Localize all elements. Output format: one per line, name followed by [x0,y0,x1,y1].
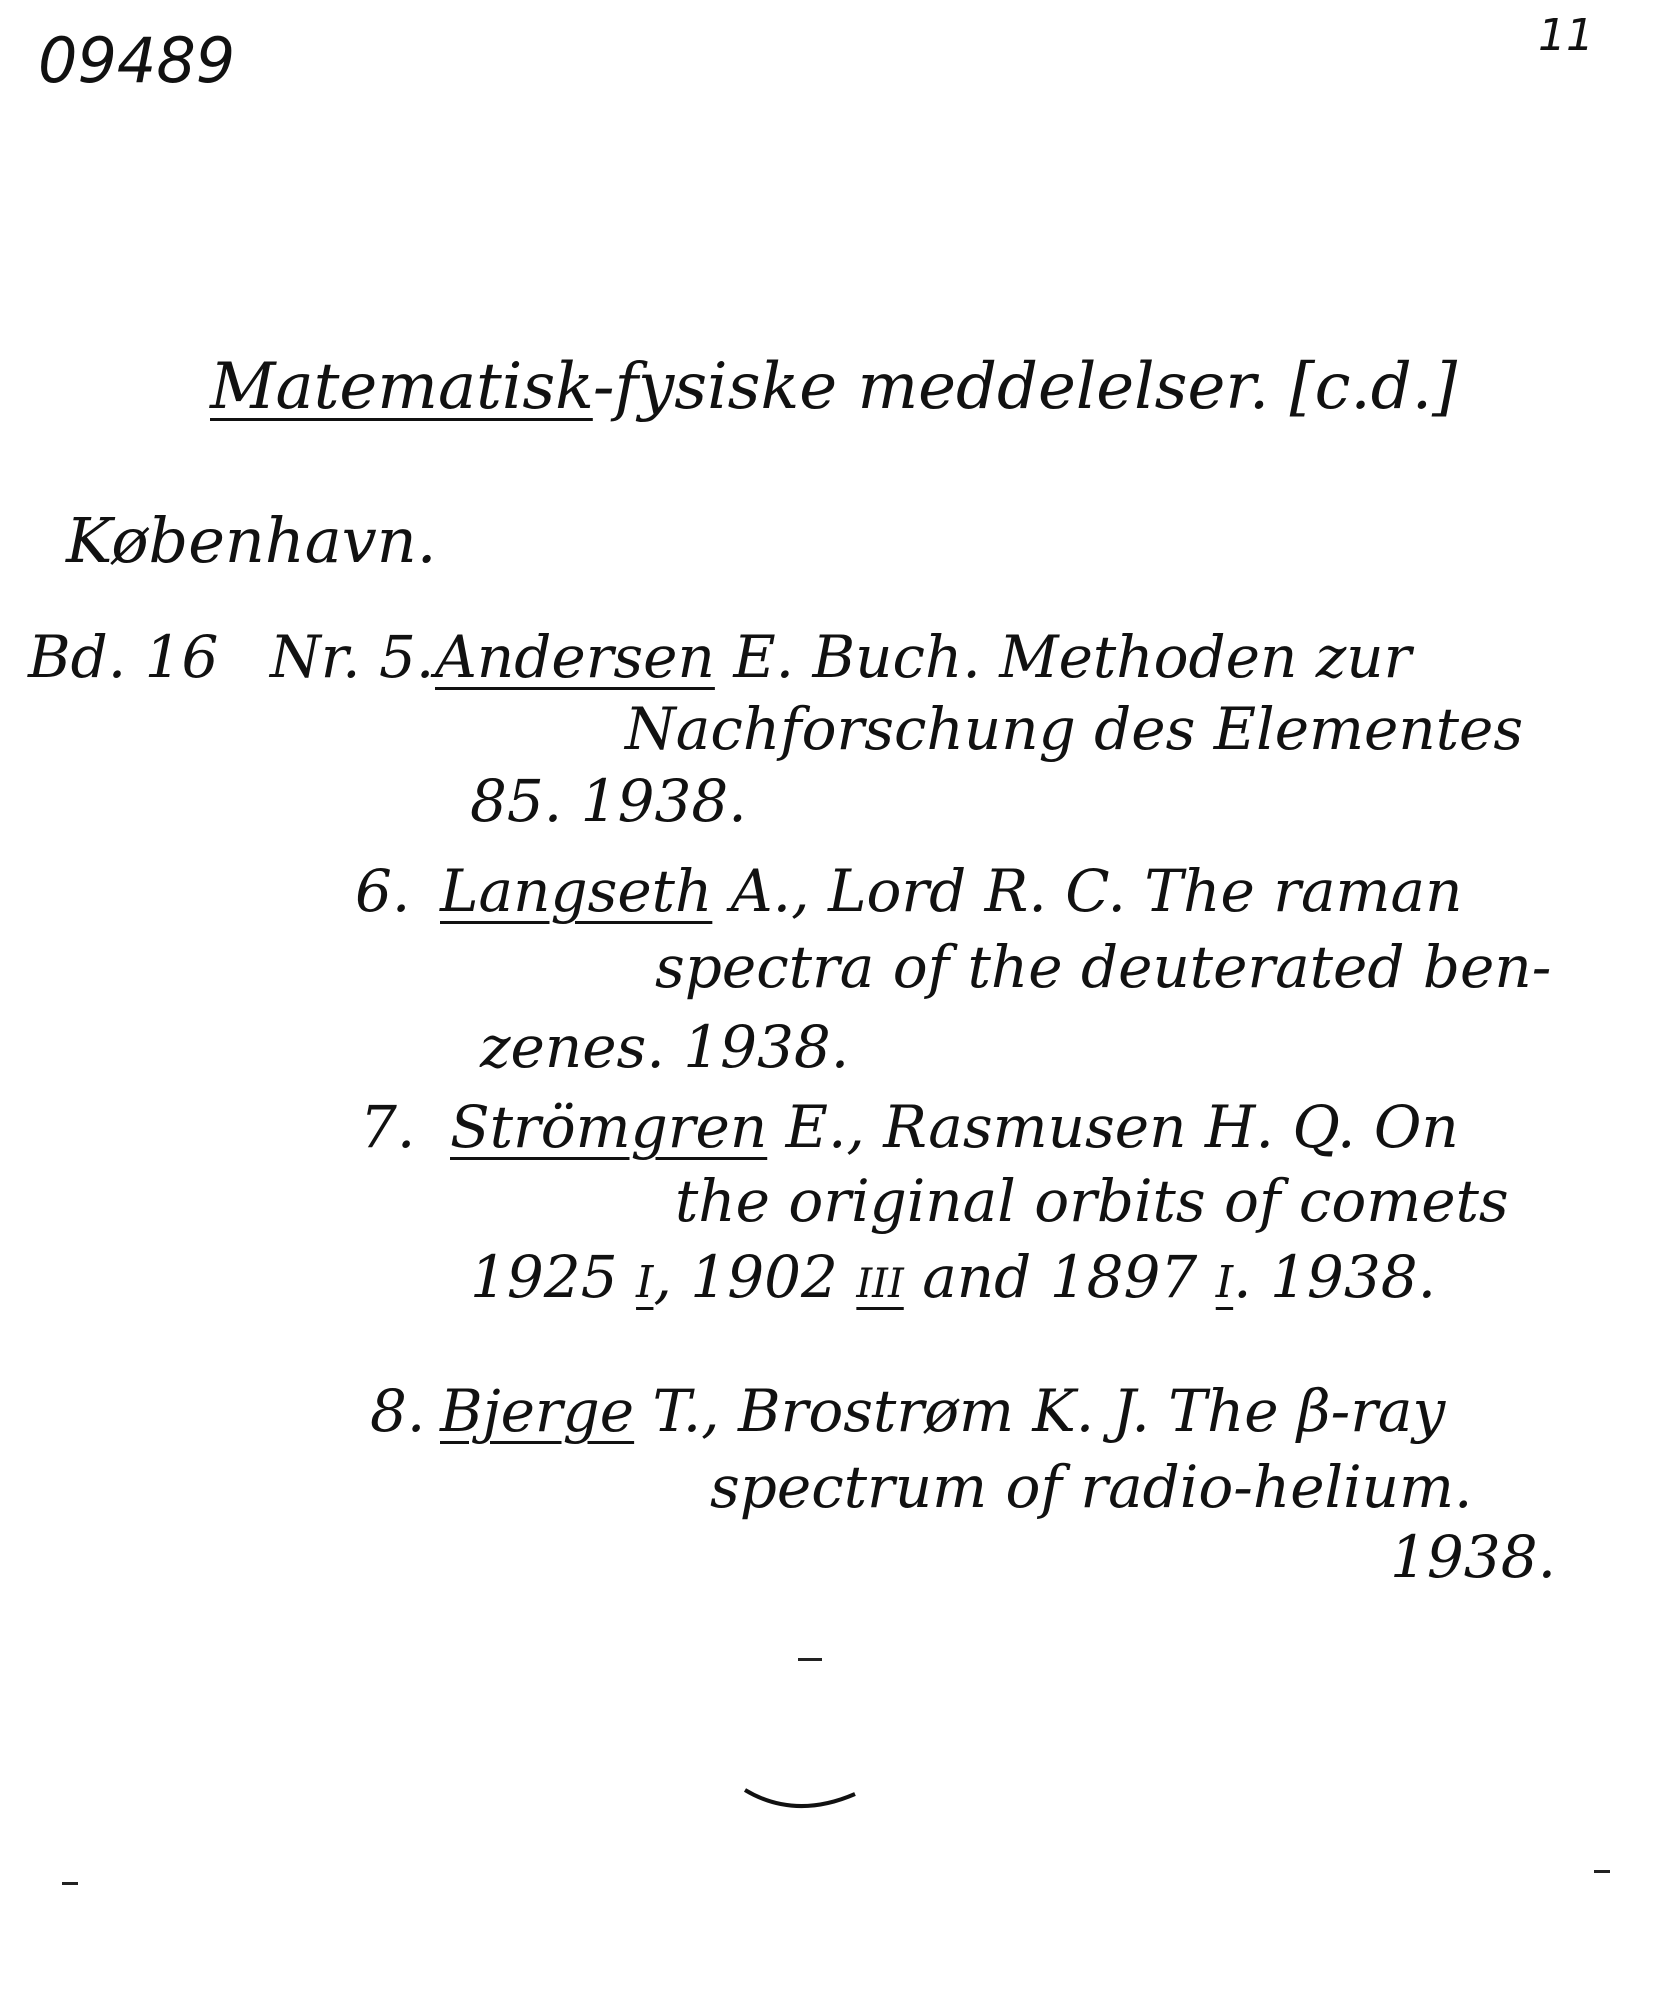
entry-text: T., Brostrøm K. J. The β-ray [652,1377,1446,1445]
entry-subscript: I [636,1257,654,1308]
entry-author: Langseth [440,857,713,925]
entry-volume: Bd. 16 [28,623,219,691]
title-bracket: [c.d.] [1289,350,1458,424]
entry-text: , 1902 [653,1243,857,1311]
entry-author: Andersen [435,623,715,691]
catalog-number: 09489 [38,24,236,97]
edge-tick-left [62,1882,78,1885]
binding-curve-mark [740,1780,860,1820]
entry-line-3: zenes. 1938. [480,1013,850,1081]
entry-line-2: spectra of the deuterated ben- [655,933,1552,1001]
entry-number: 7. [360,1093,416,1161]
entry-line-3 [470,1243,1437,1311]
entry-subscript: III [856,1261,904,1307]
entry-line-1 [440,857,1463,925]
entry-line-2: the original orbits of comets [675,1167,1509,1235]
scan-mark [798,1658,822,1661]
entry-author: Bjerge [440,1377,635,1445]
title-underlined: Matematisk [210,350,593,424]
page-number: 11 [1538,10,1594,61]
entry-line-3: 1938. [1390,1523,1557,1591]
entry-line-2: spectrum of radio-helium. [710,1453,1473,1521]
entry-number: 8. [370,1377,426,1445]
entry-line-1 [450,1093,1459,1161]
entry-line-1 [440,1377,1446,1445]
entry-number: 6. [355,857,411,925]
title-line [210,350,1458,424]
entry-line-3: 85. 1938. [470,767,747,835]
entry-text: E. Buch. Methoden zur [733,623,1412,691]
edge-tick-right [1594,1870,1610,1873]
entry-text: E., Rasmusen H. Q. On [785,1093,1459,1161]
entry-author: Strömgren [450,1093,768,1161]
entry-number: Nr. 5. [270,623,435,691]
entry-text: . 1938. [1233,1243,1437,1311]
entry-line-1 [435,623,1412,691]
place-line: København. [66,504,437,577]
entry-text: and 1897 [903,1243,1216,1311]
entry-subscript: I [1215,1257,1234,1308]
entry-line-2: Nachforschung des Elementes [625,695,1524,763]
entry-text: A., Lord R. C. The raman [730,857,1463,925]
title-rest: -fysiske meddelelser. [592,350,1270,424]
entry-text: 1925 [470,1243,637,1311]
